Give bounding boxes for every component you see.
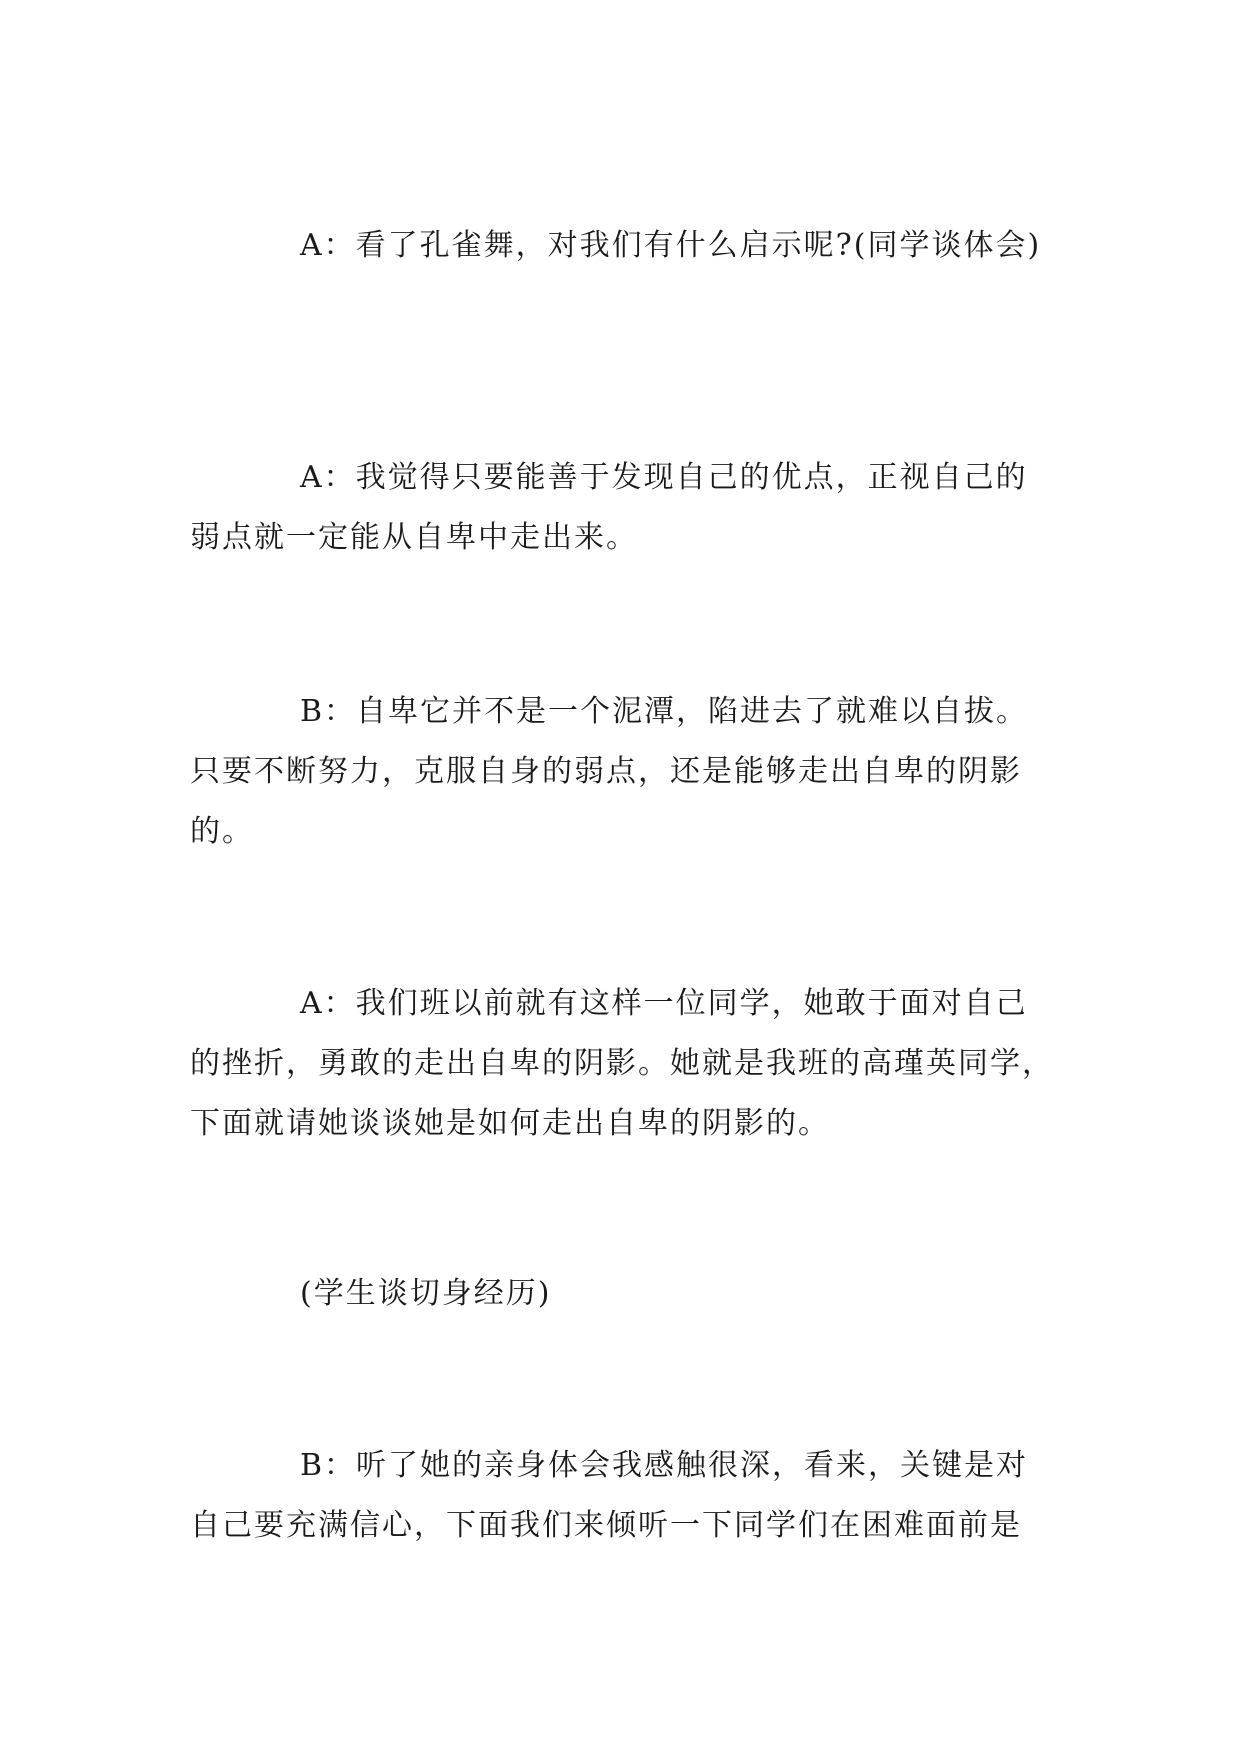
paragraph-line: 只要不断努力，克服自身的弱点，还是能够走出自卑的阴影 bbox=[190, 754, 1022, 789]
paragraph-3 bbox=[190, 682, 1050, 862]
paragraph-line: A：我觉得只要能善于发现自己的优点，正视自己的 bbox=[300, 460, 1028, 495]
paragraph-line: B：听了她的亲身体会我感触很深，看来，关键是对 bbox=[300, 1448, 1029, 1483]
paragraph-line: A：看了孔雀舞，对我们有什么启示呢?(同学谈体会) bbox=[300, 228, 1042, 263]
paragraph-line: 自己要充满信心，下面我们来倾听一下同学们在困难面前是 bbox=[190, 1508, 1022, 1543]
paragraph-line: 弱点就一定能从自卑中走出来。 bbox=[190, 520, 638, 555]
paragraph-line: (学生谈切身经历) bbox=[300, 1276, 552, 1311]
paragraph-line: 的挫折，勇敢的走出自卑的阴影。她就是我班的高瑾英同学， bbox=[190, 1046, 1054, 1081]
paragraph-line: A：我们班以前就有这样一位同学，她敢于面对自己 bbox=[300, 986, 1028, 1021]
paragraph-line: 的。 bbox=[190, 814, 254, 849]
paragraph-line: B：自卑它并不是一个泥潭，陷进去了就难以自拔。 bbox=[300, 694, 1029, 729]
paragraph-2 bbox=[190, 448, 1050, 568]
paragraph-1 bbox=[190, 216, 1050, 276]
paragraph-4 bbox=[190, 974, 1054, 1154]
paragraph-line: 下面就请她谈谈她是如何走出自卑的阴影的。 bbox=[190, 1106, 830, 1141]
paragraph-5 bbox=[190, 1264, 1050, 1324]
paragraph-6 bbox=[190, 1436, 1050, 1556]
